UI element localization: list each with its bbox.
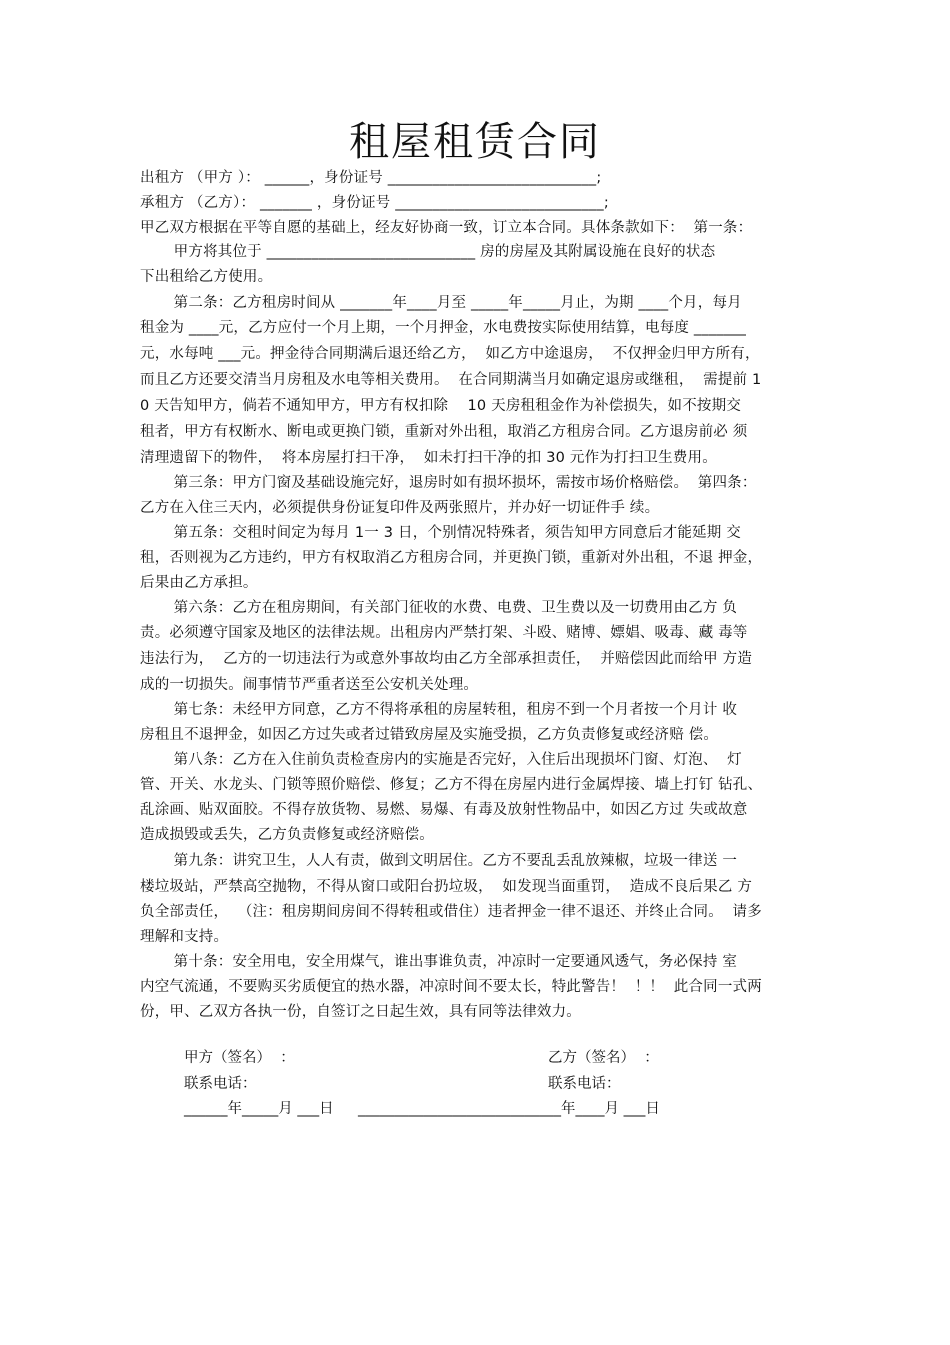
contract-line: 第二条：乙方租房时间从 _______年____月至 _____年_____月止，为期 ____个月，每月 [140, 295, 742, 311]
contract-line: 清理遗留下的物件， 将本房屋打扫干净， 如未打扫干净的扣 30 元作为打扫卫生费用。 [140, 450, 717, 466]
contract-line: 违法行为， 乙方的一切违法行为或意外事故均由乙方全部承担责任， 并赔偿因此而给甲 方造 [140, 651, 753, 667]
contract-line: 租者，甲方有权断水、断电或更换门锁，重新对外出租，取消乙方租房合同。乙方退房前必 须 [140, 424, 748, 440]
party-a-phone: 联系电话： [184, 1076, 257, 1092]
contract-line: 第八条：乙方在入住前负责检查房内的实施是否完好，入住后出现损坏门窗、灯泡、 灯 [140, 752, 742, 768]
contract-line: 理解和支持。 [140, 929, 229, 945]
party-b-phone: 联系电话： [548, 1076, 621, 1092]
contract-line: 承租方 （乙方）： _______ ，身份证号 ____________________________; [140, 195, 609, 211]
contract-line: 管、开关、水龙头、门锁等照价赔偿、修复；乙方不得在房屋内进行金属焊接、墙上打钉 钻孔、 [140, 777, 763, 793]
contract-line: 0 天告知甲方，倘若不通知甲方，甲方有权扣除 10 天房租租金作为补偿损失，如不按期交 [140, 398, 742, 414]
contract-line: 乱涂画、贴双面胶。不得存放货物、易燃、易爆、有毒及放射性物品中，如因乙方过 失或故意 [140, 802, 748, 818]
contract-line: 后果由乙方承担。 [140, 575, 258, 591]
contract-line: 第五条：交租时间定为每月 1一 3 日，个别情况特殊者，须告知甲方同意后才能延期 交 [140, 525, 741, 541]
contract-line: 第三条：甲方门窗及基础设施完好，退房时如有损坏损坏，需按市场价格赔偿。 第四条： [140, 475, 757, 491]
contract-line: 第六条：乙方在租房期间，有关部门征收的水费、电费、卫生费以及一切费用由乙方 负 [140, 600, 738, 616]
contract-line: 甲方将其位于 ____________________________ 房的房屋及其附属设施在良好的状态 [140, 244, 716, 260]
party-b-date: ____________________________年____月 ___日 [358, 1101, 660, 1117]
contract-line: 租，否则视为乙方违约，甲方有权取消乙方租房合同，并更换门锁，重新对外出租，不退 押金， [140, 550, 763, 566]
contract-line: 内空气流通，不要购买劣质便宜的热水器，冲凉时间不要太长，特此警告！ ！！ 此合同一式两 [140, 979, 762, 995]
contract-line: 租金为 ____元，乙方应付一个月上期，一个月押金，水电费按实际使用结算，电每度 _______ [140, 320, 747, 336]
contract-line: 楼垃圾站，严禁高空抛物，不得从窗口或阳台扔垃圾， 如发现当面重罚， 造成不良后果乙 方 [140, 879, 753, 895]
contract-line: 下出租给乙方使用。 [140, 269, 273, 285]
contract-line: 第七条：未经甲方同意，乙方不得将承租的房屋转租，租房不到一个月者按一个月计 收 [140, 702, 738, 718]
contract-title: 租屋租赁合同 [349, 119, 601, 165]
contract-line: 元，水每吨 ___元。押金待合同期满后退还给乙方， 如乙方中途退房， 不仅押金归甲方所有， [140, 346, 760, 362]
contract-line: 而且乙方还要交清当月房租及水电等相关费用。 在合同期满当月如确定退房或继租， 需提前 1 [140, 372, 762, 388]
party-a-signature: 甲方（签名） ： [184, 1050, 295, 1066]
party-b-signature: 乙方（签名） ： [548, 1050, 659, 1066]
contract-line: 成的一切损失。闹事情节严重者送至公安机关处理。 [140, 677, 479, 693]
contract-line: 造成损毁或丢失，乙方负责修复或经济赔偿。 [140, 827, 434, 843]
party-a-date: ______年_____月 ___日 [184, 1101, 334, 1117]
contract-line: 责。必须遵守国家及地区的法律法规。出租房内严禁打架、斗殴、赌博、嫖娼、吸毒、藏 毒等 [140, 625, 748, 641]
contract-line: 乙方在入住三天内，必须提供身份证复印件及两张照片，并办好一切证件手 续。 [140, 500, 660, 516]
contract-line: 负全部责任， （注：租房期间房间不得转租或借住）违者押金一律不退还、并终止合同。 请多 [140, 904, 762, 920]
contract-line: 房租且不退押金，如因乙方过失或者过错致房屋及实施受损，乙方负责修复或经济赔 偿。 [140, 727, 719, 743]
contract-line: 份，甲、乙双方各执一份，自签订之日起生效，具有同等法律效力。 [140, 1004, 581, 1020]
contract-line: 出租方 （甲方 ）： ______，身份证号 ____________________________; [140, 170, 602, 186]
contract-line: 第十条：安全用电，安全用煤气，谁出事谁负责，冲凉时一定要通风透气，务必保持 室 [140, 954, 738, 970]
contract-line: 第九条：讲究卫生，人人有责，做到文明居住。乙方不要乱丢乱放辣椒，垃圾一律送 一 [140, 853, 738, 869]
contract-line: 甲乙双方根据在平等自愿的基础上，经友好协商一致，订立本合同。具体条款如下： 第一条： [140, 220, 753, 236]
